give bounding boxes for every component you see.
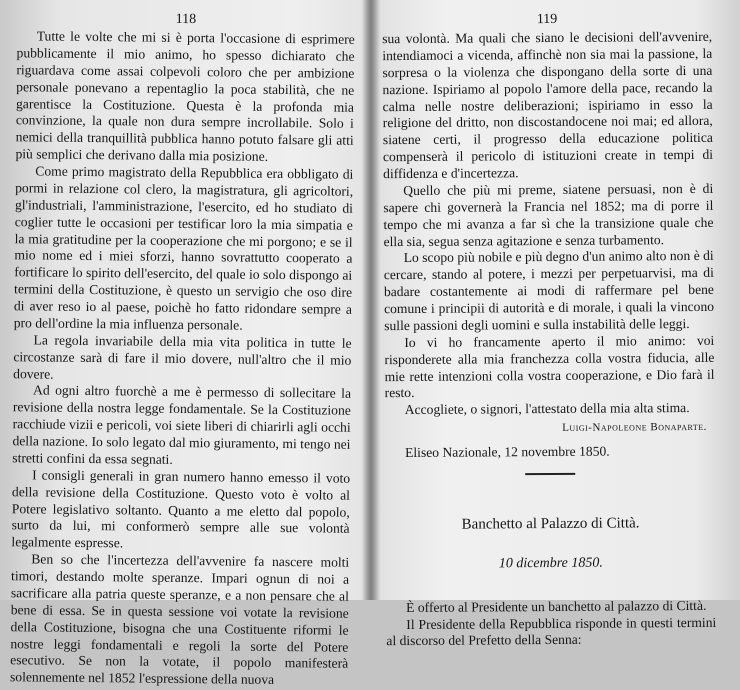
page-number: 119 [536,11,558,28]
paragraph: Io vi ho francamente aperto il mio animo: voi risponderete alla mia franchezza colla vostra fiducia, alle mie rette intenzioni colla vostra cooperazione, e Dio farà il resto. [384,332,715,401]
section-divider [525,472,575,474]
paragraph: I consigli generali in gran numero hanno emesso il voto della revisione della Costituzione. Questo voto è volto al Potere legislativo soltanto. Quanto a me eletto dal popolo, surto da lui, mi conformerò sempre alle sue volontà legalmente espresse. [11,467,351,551]
signature: Luigi-Napoleone Bonaparte. [562,421,707,435]
right-page [382,0,717,649]
book-gutter [361,0,379,600]
place-date: Eliseo Nazionale, 12 novembre 1850. [405,443,610,460]
section-date: 10 dicembre 1850. [498,555,603,572]
page-number: 118 [175,11,197,28]
paragraph: Lo scopo più nobile e più degno d'un animo alto non è di cercare, stando al potere, i mezzi per perpetuarvisi, ma di badare costantemente ai modi di raffermare pel bene comune i principii di autorità e di morale, i quali la vincono sulle passioni degli uomini e sulla instabilità delle leggi. [383,248,715,334]
paragraph: La regola invariabile della mia vita politica in tutte le circostanze sarà di fare il mio dovere, null'altro che il mio dovere. [13,332,352,382]
paragraph: Quello che più mi preme, siatene persuasi, non è di sapere chi governerà la Francia nel 1852; ma di porre il tempo che mi avanza a far sì che la transizione quale che ella sia, segua senza agitazione e senza turbamento. [383,180,714,249]
paragraph: Il Presidente della Repubblica risponde in questi termini al discorso del Prefetto della Senna: [386,614,717,649]
paragraph: È offerto al Presidente un banchetto al palazzo di Città. [406,597,707,615]
paragraph: Ad ogni altro fuorchè a me è permesso di sollecitare la revisione della nostra legge fondamentale. Se la Costituzione racchiude vizii e pericoli, voi siete liberi di chiarirli agli occhi della nazione. Io solo legato dal mio giuramento, mi tengo nei stretti confini da essa segnati. [12,382,352,467]
paragraph: Tutte le volte che mi si è porta l'occasione di esprimere pubblicamente il mio animo, ho spesso dichiarato che riguardava come assai colpevoli coloro che per ambizione personale ponevano a repentaglio la poca stabilità, che ne garentisce la Costituzione. Questa è la profonda mia convinzione, la quale non dura sempre incrollabile. Solo i nemici della tranquillità pubblica hanno potuto falsare gli atti più semplici che derivano dalla mia posizione. [15,28,355,165]
section-heading: Banchetto al Palazzo di Città. [461,515,640,533]
left-page [9,0,355,688]
paragraph: Accogliete, o signori, l'attestato della mia alta stima. [404,400,690,418]
paragraph: sua volontà. Ma quali che siano le decisioni dell'avvenire, intendiamoci a vicenda, affinchè non sia mai la passione, la sorpresa o la violenza che dispongano della sorte di una nazione. Ispiriamo al popolo l'amore della pace, recando la calma nelle nostre deliberazioni; ispiriamo in esso la religione del dritto, non discostandocene noi mai; ed allora, siatene certi, il progresso della educazione politica compenserà il pericolo di istituzioni create in tempi di diffidenza e d'incertezza. [382,28,714,182]
paragraph: Ben so che l'incertezza dell'avvenire fa nascere molti timori, destando molte speranze. Impari ognun di noi a sacrificare alla patria queste speranze, e a non pensare che al bene di essa. Se in questa sessione voi votate la revisione della Costituzione, bisogna che una Costituente riformi le nostre leggi fondamentali e regoli la sorte del Potere esecutivo. Se non la votate, il popolo manifesterà solennemente nel 1852 l'espressione della nuova [9,551,350,688]
paragraph: Come primo magistrato della Repubblica era obbligato di pormi in relazione col clero, la magistratura, gli agricoltori, gl'industriali, l'amministrazione, l'esercito, ed ho studiato di coglier tutte le occasioni per testificar loro la mia simpatia e la mia gratitudine per la cooperazione che mi porgono; e se il mio nome ed i miei sforzi, hanno sovrattutto cooperato a fortificare lo spirito dell'esercito, del quale io solo dispongo ai termini della Costituzione, è questo un servigio che oso dire di aver reso io al paese, poichè ho fatto ridondare sempre a pro dell'ordine la mia influenza personale. [13,163,354,333]
